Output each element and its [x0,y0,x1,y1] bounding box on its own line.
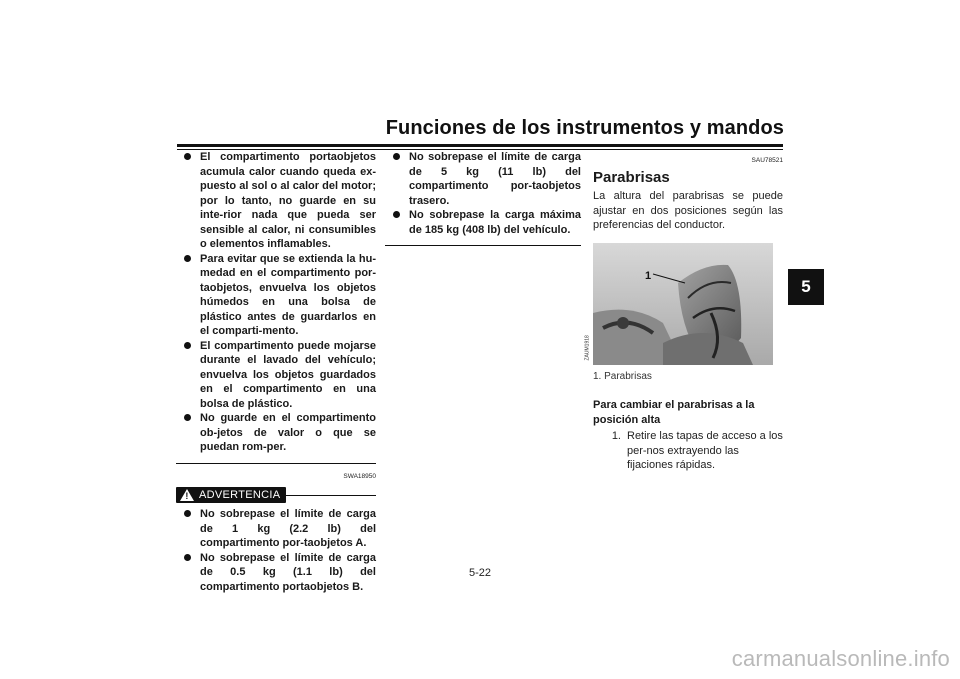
list-item: El compartimento puede mojarse durante el lavado del vehículo; envuelva los objetos guardados en el compartimento en una bolsa de plástico. [176,339,376,412]
figure-callout: 1 [645,269,652,282]
page-title: Funciones de los instrumentos y mandos [385,117,784,139]
bullet-icon [184,342,191,349]
watermark: carmanualsonline.info [731,646,950,671]
warning-list [176,507,376,594]
section-divider [385,245,581,246]
column-3 [584,150,783,473]
list-item: No sobrepase el límite de carga de 0.5 kg (1.1 lb) del compartimento portaobjetos B. [176,551,376,595]
list-item: Para evitar que se extienda la hu-medad en el compartimento por-taobjetos, envuelva los objetos húmedos en una bolsa de plástico antes de guardarlos en el comparti-mento. [176,252,376,339]
bullet-icon [184,153,191,160]
step-number: 1. [611,430,621,442]
list-item: No guarde en el compartimento ob-jetos de valor o que se puedan rom-per. [176,411,376,455]
section-code: SAU78521 [751,157,783,164]
bullet-icon [393,153,400,160]
bullet-list [385,150,581,237]
figure-caption: 1. Parabrisas [593,370,652,382]
bullet-icon [393,211,400,218]
section-title: Parabrisas [593,168,670,186]
list-item: No sobrepase el límite de carga de 5 kg (11 lb) del compartimento por-taobjetos trasero. [385,150,581,208]
procedure-heading: Para cambiar el parabrisas a la posición alta [593,399,755,426]
windshield-figure [584,243,773,365]
warning-badge [176,487,286,503]
warning-header [176,487,376,503]
warning-label: ADVERTENCIA [199,488,281,501]
warning-code: SWA18950 [343,472,376,480]
header-rule [177,144,783,147]
list-item: No sobrepase el límite de carga de 1 kg (2.2 lb) del compartimento por-taobjetos A. [176,507,376,551]
warning-triangle-icon: ! [180,489,194,501]
chapter-tab[interactable]: 5 [788,269,824,305]
intro-paragraph: La altura del parabrisas se puede ajustar en dos posiciones según las preferencias del conductor. [593,190,783,231]
procedure-step [593,429,783,473]
bullet-icon [184,510,191,517]
warning-divider [286,495,376,496]
column-2 [385,150,581,246]
page-number: 5-22 [468,567,492,579]
bullet-icon [184,414,191,421]
section-divider [176,463,376,464]
bullet-list [176,150,376,455]
figure-code: ZAUM1918 [584,335,591,361]
bullet-icon [184,554,191,561]
bullet-icon [184,255,191,262]
list-item: El compartimento portaobjetos acumula calor cuando queda ex-puesto al sol o al calor del motor; por lo tanto, no guarde en su inte-rior nada que pueda ser sensible al calor, ni consumibles o elementos inflamables. [176,150,376,252]
windshield-illustration [593,243,773,365]
list-item: No sobrepase la carga máxima de 185 kg (408 lb) del vehículo. [385,208,581,237]
step-text: Retire las tapas de acceso a los per-nos extrayendo las fijaciones rápidas. [627,430,783,471]
column-1 [176,150,376,594]
